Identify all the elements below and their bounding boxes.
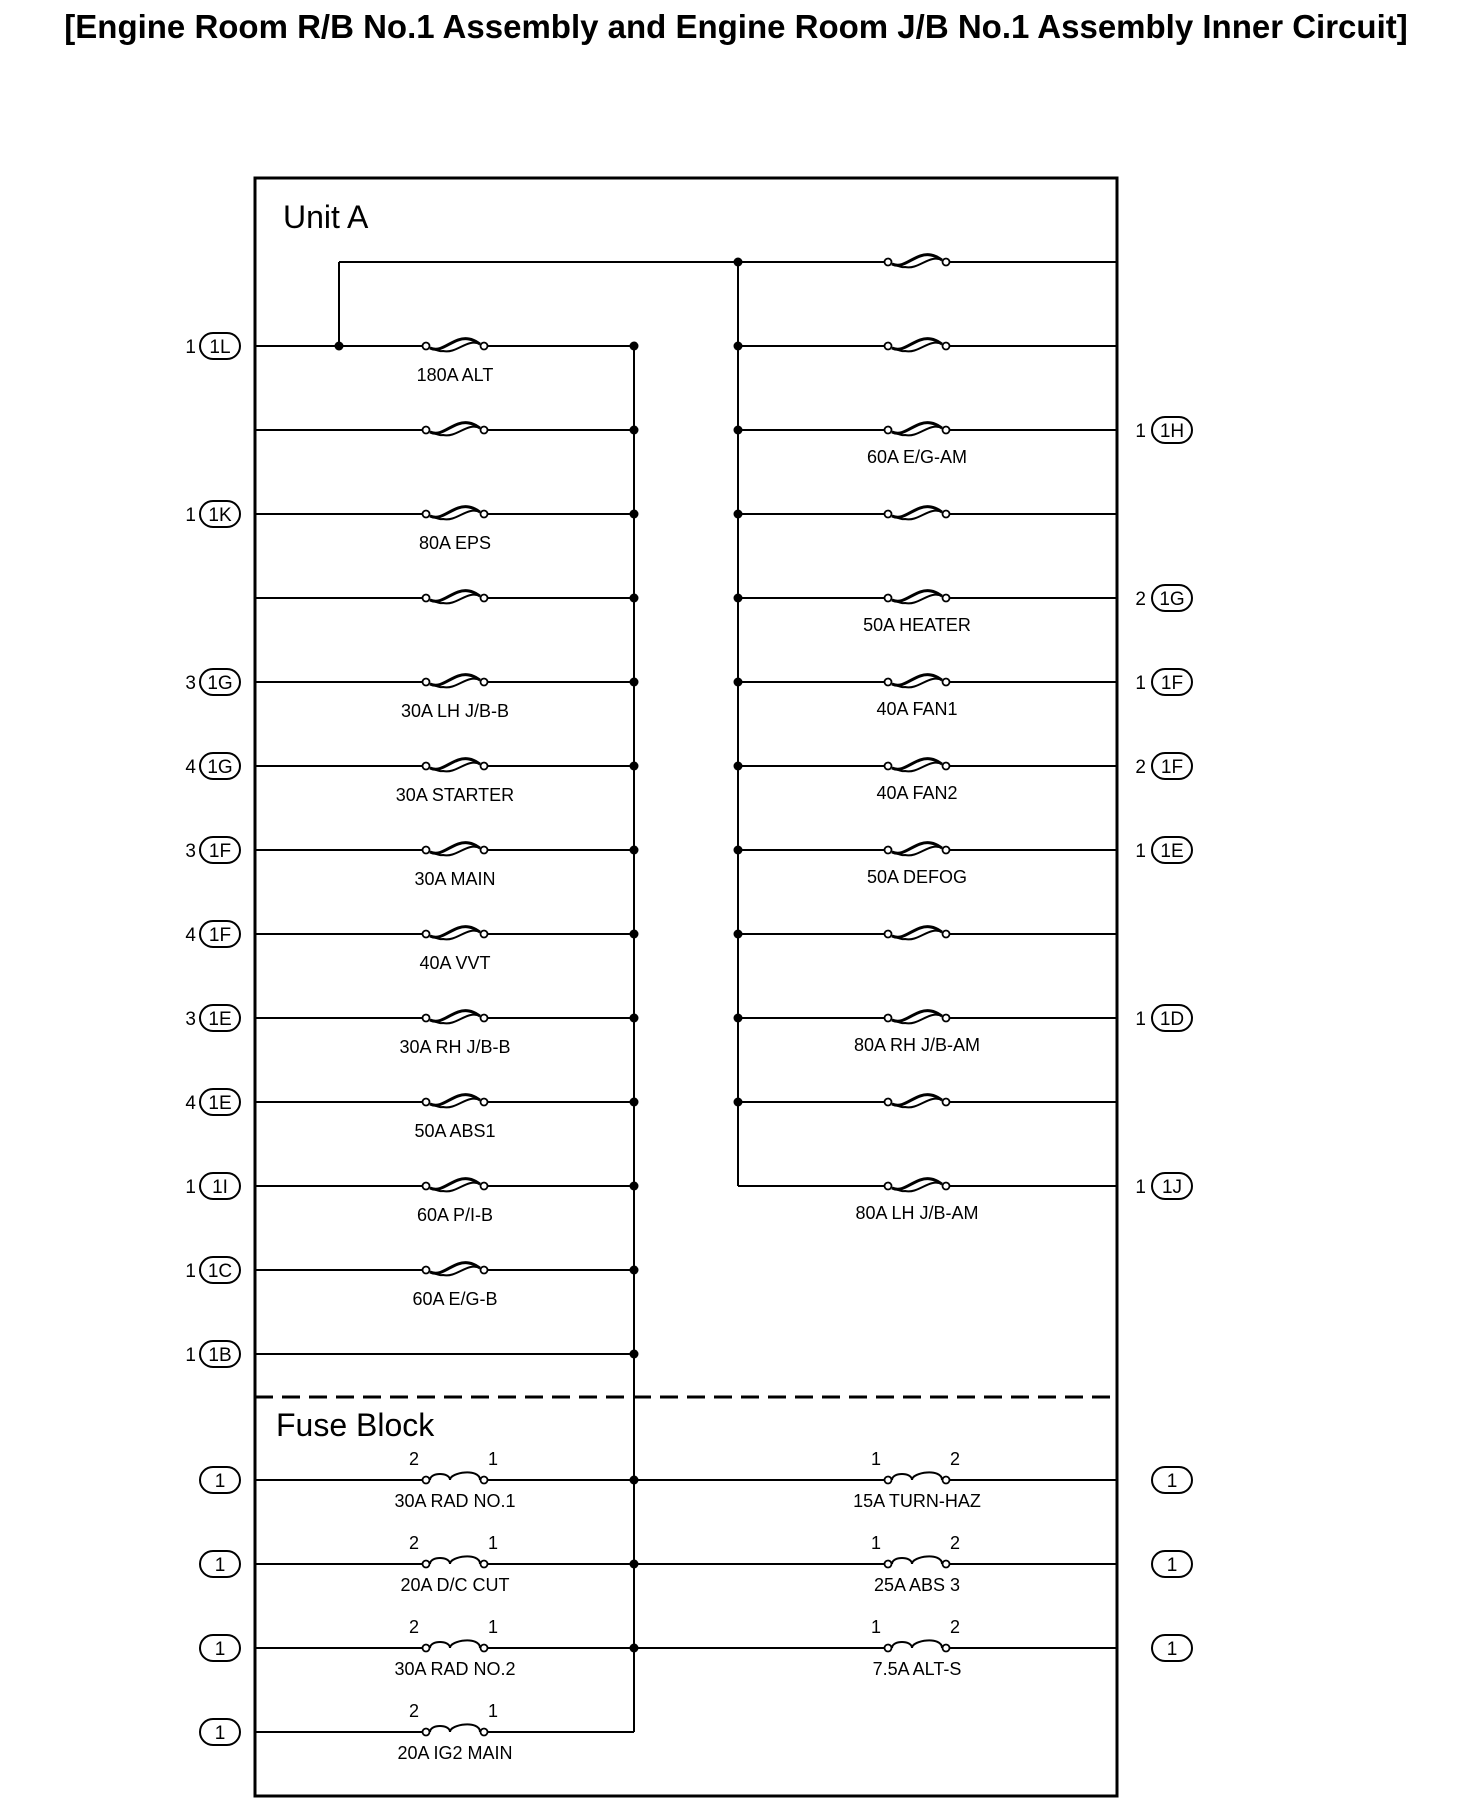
connector-label: 1I (212, 1177, 228, 1198)
junction-dot (630, 762, 639, 771)
fuse-label: 30A RH J/B-B (399, 1037, 511, 1057)
fuse-label: 40A FAN2 (876, 783, 958, 803)
fuse-label: 50A DEFOG (866, 867, 968, 887)
connector-label: 1B (208, 1345, 232, 1366)
connector-label: 1G (207, 757, 233, 778)
fuse-terminal (481, 1183, 488, 1190)
connector-label: 1F (208, 841, 232, 862)
pin-number: 3 (185, 1009, 196, 1030)
fuse-terminal-number: 1 (487, 1617, 499, 1637)
fuse-terminal (885, 511, 892, 518)
unit-a-label: Unit A (283, 199, 369, 235)
fuse-terminal (943, 1183, 950, 1190)
fuse-terminal-number: 2 (949, 1617, 961, 1637)
junction-dot (630, 1182, 639, 1191)
connector-label: 1F (208, 925, 232, 946)
fuse-terminal (423, 1561, 430, 1568)
fuse-terminal (943, 595, 950, 602)
pin-number: 1 (185, 1177, 196, 1198)
junction-dot (734, 1098, 743, 1107)
pin-number: 1 (1135, 1009, 1146, 1030)
fuse-terminal (423, 595, 430, 602)
fuse-label: 7.5A ALT-S (872, 1659, 962, 1679)
connector-label: 1K (208, 505, 232, 526)
connector-label: 1 (214, 1639, 226, 1660)
fuse-terminal (885, 847, 892, 854)
fuse-label: 80A EPS (418, 533, 492, 553)
fuse-label: 30A MAIN (414, 869, 496, 889)
connector-label: 1H (1159, 421, 1185, 442)
fuse-terminal (943, 511, 950, 518)
fuse-terminal (481, 847, 488, 854)
fuse-terminal-number: 2 (408, 1449, 420, 1469)
fuse-terminal (943, 1099, 950, 1106)
fuse-terminal (885, 763, 892, 770)
relay-block-outline (255, 178, 1117, 1796)
connector-label: 1E (1160, 841, 1184, 862)
fuse-terminal-number: 2 (949, 1449, 961, 1469)
junction-dot (734, 594, 743, 603)
connector-label: 1G (1159, 589, 1185, 610)
fuse-terminal-number: 2 (408, 1701, 420, 1721)
fuse-terminal (943, 1561, 950, 1568)
junction-dot (630, 1098, 639, 1107)
fuse-terminal (423, 847, 430, 854)
fuse-terminal (423, 763, 430, 770)
junction-dot (630, 846, 639, 855)
fuse-terminal (943, 1015, 950, 1022)
fuse-label: 180A ALT (416, 365, 494, 385)
fuse-terminal (885, 1477, 892, 1484)
connector-label: 1 (1166, 1471, 1178, 1492)
fuse-label: 80A LH J/B-AM (855, 1203, 979, 1223)
connector-label: 1 (1166, 1639, 1178, 1660)
fuse-label: 50A ABS1 (414, 1121, 496, 1141)
connector-label: 1 (1166, 1555, 1178, 1576)
fuse-block-label: Fuse Block (276, 1407, 435, 1443)
fuse-terminal-number: 1 (870, 1617, 882, 1637)
fuse-label: 30A RAD NO.1 (394, 1491, 516, 1511)
fuse-terminal (481, 1477, 488, 1484)
connector-label: 1E (208, 1093, 232, 1114)
fuse-terminal (943, 931, 950, 938)
fuse-label: 50A HEATER (863, 615, 971, 635)
fuse-terminal-number: 2 (949, 1533, 961, 1553)
fuse-label: 20A D/C CUT (400, 1575, 510, 1595)
pin-number: 2 (1135, 589, 1146, 610)
fuse-terminal (885, 595, 892, 602)
fuse-terminal (943, 847, 950, 854)
junction-dot (630, 510, 639, 519)
fuse-terminal (481, 679, 488, 686)
fuse-terminal (423, 343, 430, 350)
junction-dot (734, 762, 743, 771)
junction-dot (734, 678, 743, 687)
fuse-terminal (481, 343, 488, 350)
fuse-label: 40A FAN1 (876, 699, 958, 719)
junction-dot (630, 1014, 639, 1023)
fuse-terminal (885, 931, 892, 938)
fuse-terminal (423, 511, 430, 518)
fuse-terminal (943, 1645, 950, 1652)
fuse-terminal (885, 427, 892, 434)
junction-dot (630, 678, 639, 687)
fuse-terminal-number: 1 (870, 1449, 882, 1469)
pin-number: 1 (185, 1345, 196, 1366)
pin-number: 1 (1135, 1177, 1146, 1198)
pin-number: 3 (185, 673, 196, 694)
pin-number: 1 (1135, 421, 1146, 442)
fuse-terminal (481, 763, 488, 770)
page-title: [Engine Room R/B No.1 Assembly and Engine Room J/B No.1 Assembly Inner Circuit] (64, 8, 1408, 45)
junction-dot (630, 930, 639, 939)
fuse-terminal-number: 2 (408, 1617, 420, 1637)
pin-number: 4 (185, 1093, 196, 1114)
connector-label: 1F (1160, 757, 1184, 778)
fuse-terminal-number: 1 (487, 1449, 499, 1469)
fuse-terminal (423, 1183, 430, 1190)
fuse-terminal (943, 343, 950, 350)
fuse-terminal (423, 427, 430, 434)
fuse-label: 25A ABS 3 (873, 1575, 961, 1595)
pin-number: 4 (185, 925, 196, 946)
fuse-label: 60A E/G-AM (866, 447, 968, 467)
junction-dot (630, 426, 639, 435)
pin-number: 1 (1135, 673, 1146, 694)
fuse-terminal (885, 1183, 892, 1190)
fuse-label: 40A VVT (419, 953, 491, 973)
fuse-label: 80A RH J/B-AM (853, 1035, 981, 1055)
fuse-label: 20A IG2 MAIN (397, 1743, 513, 1763)
fuse-label: 30A LH J/B-B (400, 701, 510, 721)
connector-label: 1 (214, 1555, 226, 1576)
fuse-terminal (885, 1645, 892, 1652)
fuse-terminal-number: 2 (408, 1533, 420, 1553)
connector-label: 1 (214, 1723, 226, 1744)
fuse-label: 30A STARTER (395, 785, 515, 805)
connector-label: 1L (209, 337, 231, 358)
fuse-terminal (885, 1015, 892, 1022)
fuse-terminal (423, 1477, 430, 1484)
fuse-terminal (885, 679, 892, 686)
pin-number: 1 (185, 1261, 196, 1282)
connector-label: 1G (207, 673, 233, 694)
fuse-terminal (423, 679, 430, 686)
fuse-terminal (885, 1099, 892, 1106)
pin-number: 3 (185, 841, 196, 862)
connector-label: 1J (1161, 1177, 1183, 1198)
pin-number: 4 (185, 757, 196, 778)
fuse-terminal (481, 1267, 488, 1274)
fuse-terminal (423, 1729, 430, 1736)
pin-number: 1 (185, 337, 196, 358)
fuse-terminal (481, 931, 488, 938)
junction-dot (630, 1266, 639, 1275)
connector-label: 1F (1160, 673, 1184, 694)
fuse-label: 60A E/G-B (412, 1289, 498, 1309)
fuse-terminal (481, 1561, 488, 1568)
junction-dot (734, 846, 743, 855)
fuse-terminal (943, 427, 950, 434)
junction-dot (734, 342, 743, 351)
fuse-terminal (885, 343, 892, 350)
connector-label: 1 (214, 1471, 226, 1492)
fuse-terminal-number: 1 (487, 1701, 499, 1721)
connector-label: 1C (207, 1261, 233, 1282)
junction-dot (630, 594, 639, 603)
junction-dot (335, 342, 344, 351)
connector-label: 1E (208, 1009, 232, 1030)
fuse-terminal (943, 679, 950, 686)
fuse-terminal (423, 1645, 430, 1652)
pin-number: 1 (1135, 841, 1146, 862)
junction-dot (734, 930, 743, 939)
pin-number: 1 (185, 505, 196, 526)
fuse-terminal (943, 259, 950, 266)
junction-dot (734, 1014, 743, 1023)
fuse-label: 60A P/I-B (416, 1205, 494, 1225)
fuse-terminal (481, 1729, 488, 1736)
connector-label: 1D (1159, 1009, 1185, 1030)
fuse-terminal (423, 1267, 430, 1274)
fuse-terminal-number: 1 (870, 1533, 882, 1553)
fuse-terminal (481, 511, 488, 518)
junction-dot (734, 258, 743, 267)
fuse-terminal (481, 427, 488, 434)
junction-dot (630, 342, 639, 351)
fuse-terminal (885, 259, 892, 266)
fuse-terminal (481, 1645, 488, 1652)
junction-dot (734, 426, 743, 435)
junction-dot (734, 510, 743, 519)
fuse-terminal (943, 763, 950, 770)
fuse-terminal (943, 1477, 950, 1484)
fuse-label: 15A TURN-HAZ (853, 1491, 981, 1511)
fuse-terminal (481, 1099, 488, 1106)
pin-number: 2 (1135, 757, 1146, 778)
fuse-terminal (423, 1099, 430, 1106)
fuse-terminal (423, 1015, 430, 1022)
fuse-terminal (481, 595, 488, 602)
fuse-terminal (423, 931, 430, 938)
fuse-terminal (481, 1015, 488, 1022)
fuse-terminal-number: 1 (487, 1533, 499, 1553)
fuse-label: 30A RAD NO.2 (394, 1659, 516, 1679)
fuse-terminal (885, 1561, 892, 1568)
